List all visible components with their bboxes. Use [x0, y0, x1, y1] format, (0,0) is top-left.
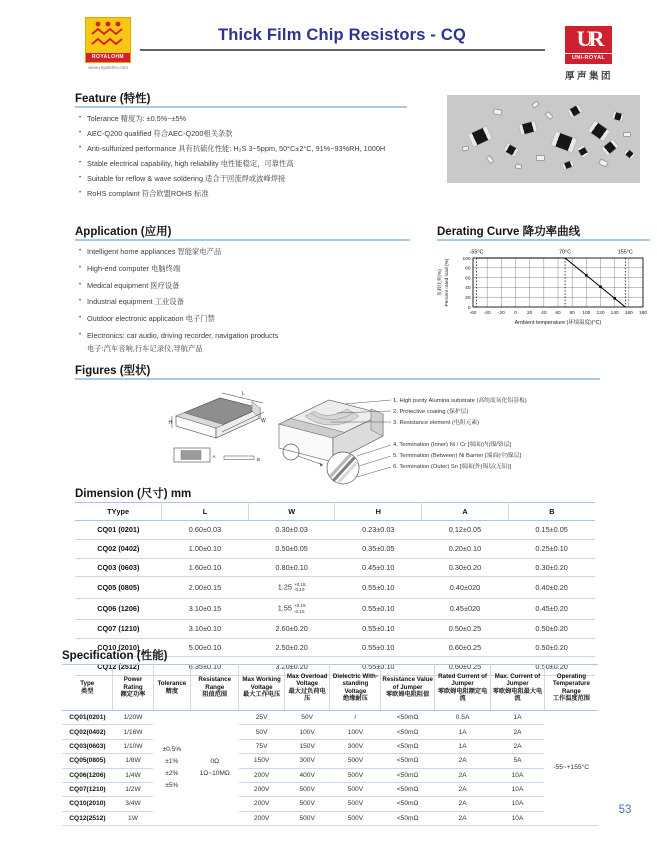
dimension-cell: 0.50±0.05 [248, 539, 335, 558]
tolerance-line: ±0.5% [162, 746, 182, 754]
max-working-voltage-cell: 200V [239, 797, 285, 811]
chip-resistor [578, 145, 589, 157]
x-tick-label: 60 [555, 311, 561, 316]
type-cell: CQ06(1206) [62, 768, 113, 782]
specification-column-header [381, 665, 435, 711]
column-header-en: Tolerance [157, 680, 187, 688]
dimension-cell: 2.50±0.20 [248, 638, 335, 657]
chip-resistor [485, 154, 494, 163]
y-tick-label: 80 [465, 266, 471, 272]
reference-label: -55°C [469, 249, 484, 256]
max-overload-voltage-cell: 150V [284, 739, 330, 753]
max-working-voltage-cell: 50V [239, 725, 285, 739]
dimension-row [75, 598, 595, 619]
chip-resistor [519, 121, 537, 135]
jumper-resistance-cell: <50mΩ [381, 754, 435, 768]
dimension-cell: 3.10±0.10 [162, 619, 249, 638]
callout-item: 2. Protective coating (保护层) [393, 409, 469, 415]
chip-resistor [514, 163, 522, 169]
specification-table-body [62, 711, 598, 826]
max-working-voltage-cell: 150V [239, 754, 285, 768]
specification-column-header [62, 665, 113, 711]
specification-column-header [191, 665, 239, 711]
chip-resistor [624, 149, 635, 159]
specification-column-header [239, 665, 285, 711]
derating-rule [437, 239, 650, 241]
x-tick-label: 0 [514, 311, 517, 316]
column-header-en: Max Working Voltage [242, 676, 281, 691]
resistance-range-merged-cell [191, 711, 239, 826]
dimension-cell: 0.60±0.03 [162, 521, 249, 540]
dimension-cell: 0.55±0.10 [335, 638, 422, 657]
specification-row [62, 754, 598, 768]
specification-column-header [434, 665, 490, 711]
feature-rule [75, 106, 407, 108]
column-header-en: Rated Current of Jumper [438, 672, 487, 688]
jumper-resistance-cell: <50mΩ [381, 782, 435, 796]
dimension-table-head [75, 503, 595, 521]
specification-table [62, 664, 598, 826]
specification-table-head [62, 665, 598, 711]
application-item: • High-end computer 电脑终端 [78, 265, 418, 273]
dim-label-a: A [212, 454, 216, 459]
resistor-zigzag-icon [86, 20, 130, 54]
royalohm-url: www.royalohm.com [88, 65, 128, 70]
type-cell: CQ03(0603) [62, 739, 113, 753]
type-cell: CQ12(2512) [62, 811, 113, 825]
chip-resistor [531, 100, 540, 108]
uniroyal-logo [565, 26, 613, 82]
column-header-zh: 阻值范围 [202, 691, 228, 699]
dimension-cell: 3.10±0.15 [162, 598, 249, 619]
column-header-zh: 零欧姆电阻阻值 [385, 691, 430, 699]
dimension-cell: 0.60±0.25 [422, 657, 509, 676]
chip-resistor [602, 139, 619, 155]
dimension-column-header: W [248, 503, 335, 521]
uniroyal-logo-mark [565, 26, 612, 64]
dimension-cell: 0.55±0.10 [335, 657, 422, 676]
column-header-zh: 类型 [81, 687, 94, 695]
dimension-cell: 6.35±0.10 [162, 657, 249, 676]
column-header-zh: 精度 [165, 687, 179, 695]
feature-item: • Suitable for reflow & wave soldering 适合于回流焊或波峰焊接 [78, 175, 440, 183]
specification-column-header [153, 665, 191, 711]
range-line: 1Ω~10MΩ [199, 770, 230, 777]
dielectric-voltage-cell: 500V [330, 782, 381, 796]
tolerance-plus: +0.15 [293, 581, 306, 587]
y-tick-label: 100 [462, 256, 471, 262]
max-working-voltage-cell: 200V [239, 768, 285, 782]
chip-resistor [588, 121, 610, 141]
feature-item: • Tolerance 精度为: ±0.5%~±5% [78, 115, 440, 123]
jumper-rated-current-cell: 2A [434, 754, 490, 768]
jumper-resistance-cell: <50mΩ [381, 739, 435, 753]
dimension-row [75, 558, 595, 577]
chip-resistor [551, 132, 576, 153]
tolerance-minus: -0.10 [293, 587, 305, 593]
tolerance-line: ±1% [165, 758, 179, 766]
x-axis-label: Ambient temperature (环境温度)(°C) [514, 320, 602, 326]
chip-resistor [623, 132, 631, 137]
column-header-zh: 零欧姆电阻最大电流 [492, 687, 543, 702]
reference-label: 155°C [617, 249, 633, 256]
dimension-cell: 0.30±0.20 [422, 558, 509, 577]
page-title: Thick Film Chip Resistors - CQ [217, 26, 467, 44]
dimension-cell [248, 598, 335, 619]
dimension-cell [248, 577, 335, 598]
dimension-cell: 0.35±0.05 [335, 539, 422, 558]
type-cell: CQ06 (1206) [75, 598, 162, 619]
column-header-zh: 额定功率 [120, 691, 146, 699]
feature-list [78, 115, 440, 205]
dimension-column-header: B [508, 503, 595, 521]
power-rating-cell: 1/16W [113, 725, 153, 739]
max-overload-voltage-cell: 500V [284, 797, 330, 811]
dimension-row [75, 577, 595, 598]
dimension-cell: 0.45±020 [422, 598, 509, 619]
type-cell: CQ10(2010) [62, 797, 113, 811]
x-tick-label: -60 [469, 311, 477, 316]
column-header-zh: 最大工作电压 [243, 691, 281, 699]
feature-item: • RoHS complaint 符合欧盟ROHS 标准 [78, 190, 440, 198]
type-cell: CQ03 (0603) [75, 558, 162, 577]
figures-rule [75, 378, 600, 380]
dimension-cell: 0.25±0.10 [508, 539, 595, 558]
jumper-resistance-cell: <50mΩ [381, 797, 435, 811]
tolerance-stack [294, 603, 306, 614]
x-tick-label: 40 [541, 311, 547, 316]
dimension-cell: 2.60±0.20 [248, 619, 335, 638]
x-tick-label: 100 [582, 311, 591, 316]
y-tick-label: 40 [465, 286, 471, 292]
feature-heading: Feature (特性) [75, 93, 151, 105]
dim-label-l: L [242, 391, 245, 397]
chip-resistor [462, 145, 470, 151]
data-marker [599, 286, 602, 289]
jumper-max-current-cell: 10A [491, 797, 545, 811]
dimension-cell: 0.55±0.10 [335, 619, 422, 638]
application-item: • Intelligent home appliances 智能家电产品 [78, 248, 418, 256]
specification-column-header [113, 665, 153, 711]
jumper-rated-current-cell: 2A [434, 768, 490, 782]
range-line: 0Ω [210, 758, 220, 766]
column-header-en: Max. Current of Jumper [494, 672, 541, 688]
chip-resistor [504, 144, 518, 157]
dimension-row [75, 521, 595, 540]
specification-heading: Specification (性能) [62, 650, 168, 662]
x-tick-label: -20 [497, 311, 505, 316]
royalohm-wordmark: ROYALOHM [86, 53, 130, 62]
power-rating-cell: 3/4W [113, 797, 153, 811]
dimension-cell: 5.00±0.10 [162, 638, 249, 657]
y-axis-label-en: Percent rated load (%) [445, 258, 450, 307]
jumper-max-current-cell: 1A [491, 711, 545, 725]
max-overload-voltage-cell: 500V [284, 782, 330, 796]
max-working-voltage-cell: 25V [239, 711, 285, 725]
dimension-column-header: H [335, 503, 422, 521]
chip-resistor [612, 111, 623, 120]
y-tick-label: 60 [465, 276, 471, 282]
dimension-cell: 0.80±0.10 [248, 558, 335, 577]
dim-label-b: B [257, 457, 261, 462]
dimension-cell: 3.20±0.20 [248, 657, 335, 676]
dimension-value: 1.55 [277, 603, 292, 613]
dielectric-voltage-cell: 300V [330, 739, 381, 753]
type-cell: CQ07 (1210) [75, 619, 162, 638]
application-heading: Application (应用) [75, 226, 172, 238]
dimension-cell: 0.20±0.10 [422, 539, 509, 558]
dielectric-voltage-cell: 500V [330, 768, 381, 782]
type-cell: CQ05 (0805) [75, 577, 162, 598]
page-title-block [128, 26, 556, 45]
chip-resistor [536, 155, 545, 161]
temperature-range-merged-cell: -55~+155°C [544, 711, 598, 826]
max-working-voltage-cell: 200V [239, 782, 285, 796]
chip-resistor [468, 127, 492, 147]
dielectric-voltage-cell: 500V [330, 811, 381, 825]
callout-item: 4. Termination (Inner) Ni / Cr [端面(内)镍/铬层] [393, 442, 512, 448]
dielectric-voltage-cell: 500V [330, 797, 381, 811]
column-header-en: Dielectric With-standing Voltage [332, 672, 378, 695]
dimension-column-header: L [162, 503, 249, 521]
dimension-heading: Dimension (尺寸) mm [75, 488, 192, 500]
dimension-cell: 0.45±0.10 [335, 558, 422, 577]
jumper-rated-current-cell: 1A [434, 725, 490, 739]
chip-resistor [567, 105, 581, 118]
chip-construction-drawing [271, 386, 391, 486]
dielectric-voltage-cell: 100V [330, 725, 381, 739]
jumper-max-current-cell: 2A [491, 739, 545, 753]
dielectric-voltage-cell: 500V [330, 754, 381, 768]
specification-column-header [491, 665, 545, 711]
jumper-max-current-cell: 10A [491, 782, 545, 796]
dimension-cell: 0.50±0.20 [508, 638, 595, 657]
max-overload-voltage-cell: 500V [284, 811, 330, 825]
dimension-cell: 0.60±0.25 [422, 638, 509, 657]
tolerance-minus: -0.10 [293, 608, 305, 614]
uniroyal-wordmark: UNI-ROYAL [565, 53, 612, 63]
dimension-cell: 0.30±0.20 [508, 558, 595, 577]
type-cell: CQ05(0805) [62, 754, 113, 768]
application-item: • Industrial equipment 工业设备 [78, 298, 418, 306]
tolerance-line: ±5% [165, 781, 179, 789]
dimension-cell: 0.55±0.10 [335, 598, 422, 619]
jumper-resistance-cell: <50mΩ [381, 768, 435, 782]
dimension-cell: 0.45±0.20 [508, 598, 595, 619]
type-cell: CQ12 (2512) [75, 657, 162, 676]
dimension-cell: 2.00±0.15 [162, 577, 249, 598]
dim-label-h: H [168, 420, 173, 426]
type-cell: CQ01(0201) [62, 711, 113, 725]
type-cell: CQ07(1210) [62, 782, 113, 796]
x-tick-label: 120 [596, 311, 605, 316]
application-item: • Outdoor electronic application 电子门禁 [78, 315, 418, 323]
dimension-column-header: TYype [75, 503, 162, 521]
column-header-en: Type [80, 680, 95, 688]
power-rating-cell: 1/20W [113, 711, 153, 725]
dimension-cell: 0.50±0.20 [508, 657, 595, 676]
max-overload-voltage-cell: 100V [284, 725, 330, 739]
specification-column-header [544, 665, 598, 711]
dimension-cell: 0.40±0.20 [508, 577, 595, 598]
column-header-en: Resistance Value of Jumper [382, 676, 433, 691]
column-header-en: Operating Temperature Range [552, 672, 590, 695]
specification-column-header [330, 665, 381, 711]
jumper-rated-current-cell: 2A [434, 797, 490, 811]
x-tick-label: -40 [483, 311, 491, 316]
derating-chart [435, 243, 649, 337]
column-header-en: Power Rating [123, 676, 143, 691]
specification-header-row [62, 665, 598, 711]
type-cell: CQ02(0402) [62, 725, 113, 739]
column-header-en: Max Overload Voltage [286, 672, 328, 688]
dimension-cell: 0.12±0.05 [422, 521, 509, 540]
application-item: • Medical equipment 医疗设备 [78, 282, 418, 290]
max-overload-voltage-cell: 50V [284, 711, 330, 725]
derating-heading: Derating Curve 降功率曲线 [437, 226, 581, 238]
max-working-voltage-cell: 200V [239, 811, 285, 825]
x-tick-label: 160 [624, 311, 633, 316]
dimension-cell: 0.55±0.10 [335, 577, 422, 598]
column-header-zh: 最大过负荷电压 [288, 687, 326, 702]
jumper-rated-current-cell: 2A [434, 782, 490, 796]
power-rating-cell: 1W [113, 811, 153, 825]
column-header-zh: 绝缘耐压 [343, 694, 368, 702]
feature-item: • Stable electrical capability, high reliability 电性能稳定，可靠性高 [78, 160, 440, 168]
callout-item: 6. Termination (Outer) Sn [端面(外)锡层(无铅)] [393, 464, 512, 470]
specification-row [62, 797, 598, 811]
title-divider [140, 49, 545, 51]
dimension-cell: 1.60±0.10 [162, 558, 249, 577]
dimension-value: 1.25 [277, 582, 292, 592]
callout-item: 5. Termination (Between) Ni Barrier [端面(中)镍层] [393, 453, 522, 459]
ur-monogram: UR [576, 26, 601, 51]
power-rating-cell: 1/2W [113, 782, 153, 796]
reference-label: 70°C [559, 249, 572, 256]
dimension-column-header: A [422, 503, 509, 521]
dimension-header-row [75, 503, 595, 521]
jumper-max-current-cell: 10A [491, 811, 545, 825]
chip-resistors-photo [447, 95, 640, 183]
specification-column-header [284, 665, 330, 711]
column-header-zh: 零欧姆电阻额定电流 [437, 687, 488, 702]
jumper-resistance-cell: <50mΩ [381, 711, 435, 725]
specification-row [62, 739, 598, 753]
application-list [78, 248, 418, 361]
power-rating-cell: 1/10W [113, 739, 153, 753]
power-rating-cell: 1/8W [113, 754, 153, 768]
specification-row [62, 711, 598, 725]
royalohm-logo [85, 17, 133, 70]
chip-dimension-drawing [168, 388, 268, 473]
jumper-rated-current-cell: 0.5A [434, 711, 490, 725]
y-axis-label-zh: 负载比率(%) [438, 269, 443, 296]
dimension-row [75, 539, 595, 558]
uniroyal-group-name: 厚声集团 [565, 72, 614, 82]
x-tick-label: 20 [526, 311, 533, 316]
tolerance-stack [294, 582, 306, 593]
dimension-cell: 0.23±0.03 [335, 521, 422, 540]
dimension-cell: 1.00±0.10 [162, 539, 249, 558]
jumper-max-current-cell: 10A [491, 768, 545, 782]
column-header-en: Resistance Range [198, 676, 232, 691]
figures-heading: Figures (型状) [75, 365, 151, 377]
royalohm-logo-mark [85, 17, 131, 63]
jumper-resistance-cell: <50mΩ [381, 811, 435, 825]
x-tick-label: 140 [610, 311, 619, 316]
power-rating-cell: 1/4W [113, 768, 153, 782]
dimension-cell: 0.15±0.05 [508, 521, 595, 540]
type-cell: CQ02 (0402) [75, 539, 162, 558]
column-header-zh: 工作温度范围 [552, 694, 590, 702]
dielectric-voltage-cell: / [330, 711, 381, 725]
chip-resistor [493, 108, 503, 115]
tolerance-plus: +0.15 [293, 602, 306, 608]
data-marker [585, 274, 588, 277]
page-number: 53 [618, 804, 632, 816]
max-overload-voltage-cell: 400V [284, 768, 330, 782]
y-tick-label: 0 [467, 305, 471, 311]
jumper-rated-current-cell: 2A [434, 811, 490, 825]
type-cell: CQ01 (0201) [75, 521, 162, 540]
max-working-voltage-cell: 75V [239, 739, 285, 753]
dimension-cell: 0.50±0.25 [422, 619, 509, 638]
specification-row [62, 725, 598, 739]
jumper-max-current-cell: 5A [491, 754, 545, 768]
dimension-row [75, 619, 595, 638]
dimension-cell: 0.50±0.20 [508, 619, 595, 638]
application-rule [75, 239, 410, 241]
data-marker [613, 297, 616, 300]
jumper-max-current-cell: 2A [491, 725, 545, 739]
jumper-rated-current-cell: 1A [434, 739, 490, 753]
specification-row [62, 768, 598, 782]
construction-callouts [393, 396, 653, 473]
tolerance-line: ±2% [165, 770, 179, 777]
specification-row [62, 811, 598, 825]
feature-item: • Anti-sulfurized performance 具有抗硫化性能: H₂S 3~5ppm, 50°C±2°C, 91%~93%RH, 1000H [78, 145, 440, 153]
callout-item: 1. High purity Alumina substrate (高纯度氧化铝基板) [393, 398, 527, 404]
feature-item: • AEC-Q200 qualified 符合AEC-Q200相关条款 [78, 130, 440, 138]
application-item-continuation: 电子:汽车音响,行车记录仪,导航产品 [87, 343, 203, 353]
x-tick-label: 80 [569, 311, 575, 316]
tolerance-merged-cell [153, 711, 191, 826]
callout-item: 3. Resistance element (电阻元素) [393, 420, 480, 426]
chip-resistor [562, 160, 573, 169]
type-cell: CQ10 (2010) [75, 638, 162, 657]
max-overload-voltage-cell: 300V [284, 754, 330, 768]
dimension-cell: 0.30±0.03 [248, 521, 335, 540]
application-item: • Electronics: car audio, driving recorder, navigation products [78, 332, 418, 340]
jumper-resistance-cell: <50mΩ [381, 725, 435, 739]
derating-line [477, 258, 626, 307]
dim-label-w: W [261, 418, 266, 424]
dimension-cell: 0.40±020 [422, 577, 509, 598]
x-tick-label: 180 [638, 311, 648, 316]
y-tick-label: 20 [465, 296, 471, 301]
chip-resistor [545, 110, 554, 119]
chip-resistor [599, 158, 610, 167]
specification-row [62, 782, 598, 796]
